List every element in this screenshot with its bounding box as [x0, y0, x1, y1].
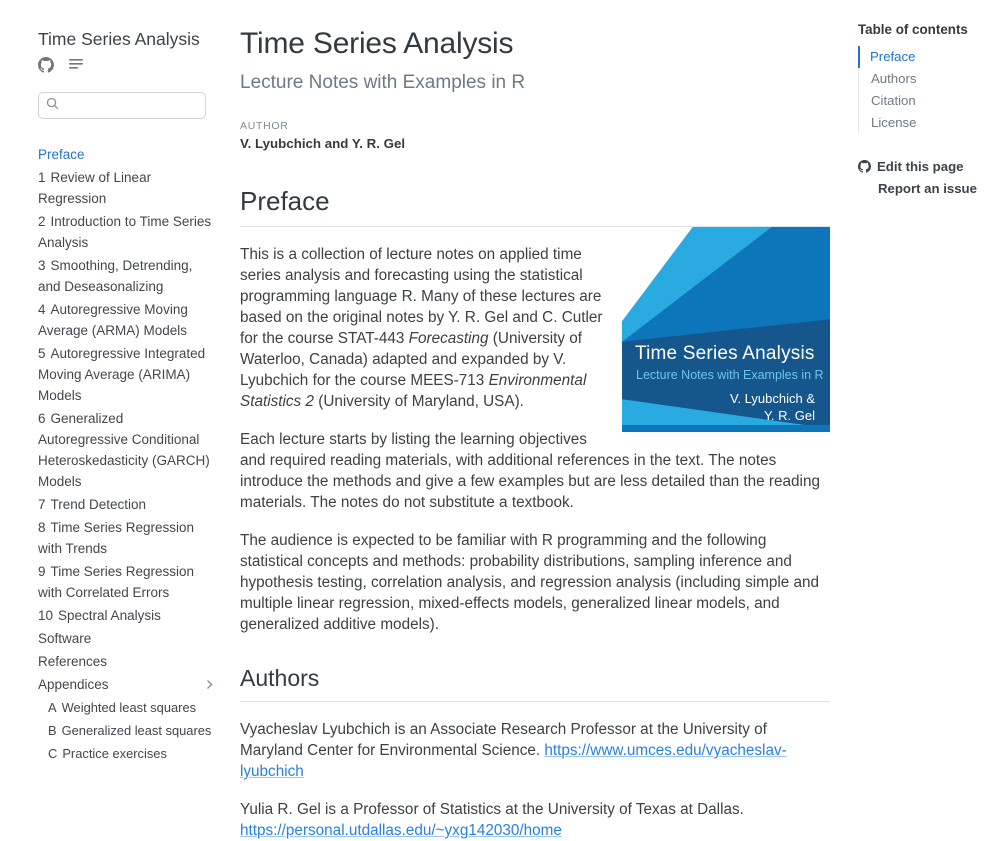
cover-title: Time Series Analysis: [635, 343, 815, 364]
github-icon: [858, 160, 871, 173]
preface-paragraph-2: [240, 429, 830, 513]
page-subtitle: Lecture Notes with Examples in R: [240, 72, 526, 93]
search-input[interactable]: [64, 97, 198, 114]
author-label: AUTHOR: [240, 120, 289, 132]
toc-item-authors[interactable]: Authors: [871, 71, 917, 86]
sidebar-item-label: 1 Review of Linear Regression: [38, 170, 152, 206]
github-icon[interactable]: [38, 57, 54, 73]
cover-subtitle: Lecture Notes with Examples in R: [636, 368, 824, 382]
italic-text: Environmental Statistics 2: [240, 372, 587, 410]
text-run: (University of Maryland, USA).: [313, 393, 524, 410]
chapter-number: B: [48, 723, 57, 738]
content-link[interactable]: https://personal.utdallas.edu/~yxg142030/home: [240, 822, 562, 839]
sidebar-item-label: 2 Introduction to Time Series Analysis: [38, 214, 212, 250]
sidebar-item-practice-exercises[interactable]: [48, 743, 212, 764]
italic-text: Forecasting: [408, 330, 489, 347]
sidebar: [0, 0, 230, 761]
sidebar-item-generalized-autoregressive-conditional-heteroskedasticity-garch-models[interactable]: [38, 408, 212, 492]
toc-item-citation[interactable]: Citation: [871, 93, 916, 108]
chapter-number: 9: [38, 564, 46, 579]
sidebar-item-label: Software: [38, 631, 92, 646]
chapter-number: 1: [38, 170, 46, 185]
text-run: The audience is expected to be familiar with R programming and the following statistical concepts and methods: probability distributions, sampling inference and hypothesis testing, correlation analysis, and regression analysis (including simple and multiple linear regression, mixed-effects models, generalized linear models, and generalized additive models).: [240, 532, 820, 633]
page-title: Time Series Analysis: [240, 27, 514, 60]
chapter-number: 10: [38, 608, 54, 623]
sidebar-item-label: 3 Smoothing, Detrending, and Deseasonalizing: [38, 258, 193, 294]
toc-sidebar: [830, 0, 1000, 747]
toc-action-label: Report an issue: [878, 181, 977, 196]
toc-action-report-an-issue[interactable]: [858, 180, 992, 197]
sidebar-item-label: A Weighted least squares: [48, 700, 197, 715]
chapter-number: 3: [38, 258, 46, 273]
sidebar-item-time-series-regression-with-trends[interactable]: [38, 517, 212, 559]
sidebar-item-autoregressive-moving-average-arma-models[interactable]: [38, 299, 212, 341]
text-run: (University of Waterloo, Canada) adapted and expanded by V. Lyubchich for the course MEES-713: [240, 330, 583, 389]
sidebar-item-review-of-linear-regression[interactable]: [38, 167, 212, 209]
cover-authors: [730, 390, 815, 424]
search-box[interactable]: [38, 92, 206, 119]
preface-heading: Preface: [240, 186, 830, 227]
sidebar-item-autoregressive-integrated-moving-average-arima-models[interactable]: [38, 343, 212, 406]
toc-item-preface[interactable]: Preface: [858, 46, 993, 68]
chapter-number: 8: [38, 520, 46, 535]
sidebar-item-appendices[interactable]: [38, 674, 212, 695]
authors-heading: Authors: [240, 665, 830, 702]
sidebar-item-introduction-to-time-series-analysis[interactable]: [38, 211, 212, 253]
toc-actions: [858, 158, 992, 197]
chapter-number: 4: [38, 302, 46, 317]
toc-list: [858, 46, 992, 134]
toc-action-edit-this-page[interactable]: [858, 158, 992, 175]
chapter-number: 6: [38, 411, 46, 426]
text-run: Vyacheslav Lyubchich is an Associate Research Professor at the University of Maryland Center for Environmental Science.: [240, 721, 767, 759]
book-cover-image: [622, 227, 830, 432]
sidebar-tools: [38, 57, 220, 73]
sidebar-item-trend-detection[interactable]: [38, 494, 212, 515]
sidebar-item-label: Appendices: [38, 677, 109, 692]
chapter-number: 5: [38, 346, 46, 361]
text-run: This is a collection of lecture notes on applied time series analysis and forecasting using the statistical programming language R. Many of these lectures are based on the original notes by Y. R. Gel and C. Cutler for the course STAT-443: [240, 246, 603, 347]
sidebar-item-references[interactable]: [38, 651, 212, 672]
author-name: V. Lyubchich and Y. R. Gel: [240, 136, 406, 151]
sidebar-item-label: 8 Time Series Regression with Trends: [38, 520, 195, 556]
sidebar-item-label: 6 Generalized Autoregressive Conditional Heteroskedasticity (GARCH) Models: [38, 411, 210, 489]
sidebar-item-label: 10 Spectral Analysis: [38, 608, 161, 623]
sidebar-item-software[interactable]: [38, 628, 212, 649]
cover-author-line-2: Y. R. Gel: [763, 408, 815, 423]
authors-paragraph-2: [240, 799, 830, 841]
sidebar-item-label: 7 Trend Detection: [38, 497, 147, 512]
toc-title: Table of contents: [858, 22, 968, 37]
text-run: Each lecture starts by listing the learning objectives and required reading materials, with additional references in the text. The notes introduce the methods and give a few examples but are less detailed than the reading materials. The notes do not substitute a textbook.: [240, 431, 820, 511]
sidebar-item-label: C Practice exercises: [48, 746, 167, 761]
sidebar-item-label: 5 Autoregressive Integrated Moving Average (ARIMA) Models: [38, 346, 206, 403]
toc-item-license[interactable]: License: [871, 115, 917, 130]
chapter-number: 2: [38, 214, 46, 229]
sidebar-item-label: References: [38, 654, 108, 669]
sidebar-item-label: 9 Time Series Regression with Correlated Errors: [38, 564, 195, 600]
search-icon: [46, 97, 59, 115]
sidebar-item-spectral-analysis[interactable]: [38, 605, 212, 626]
cover-author-line-1: V. Lyubchich &: [729, 391, 815, 406]
chapter-number: A: [48, 700, 57, 715]
book-title: Time Series Analysis: [38, 29, 200, 49]
main-content: [230, 0, 830, 839]
content-link[interactable]: https://www.umces.edu/vyacheslav-lyubchich: [240, 742, 787, 780]
sidebar-item-preface[interactable]: [38, 144, 212, 165]
chapter-number: 7: [38, 497, 46, 512]
reader-mode-icon[interactable]: [68, 58, 84, 72]
sidebar-item-time-series-regression-with-correlated-errors[interactable]: [38, 561, 212, 603]
sidebar-item-label: B Generalized least squares: [48, 723, 212, 738]
sidebar-item-smoothing-detrending-and-deseasonalizing[interactable]: [38, 255, 212, 297]
text-run: Yulia R. Gel is a Professor of Statistics at the University of Texas at Dallas.: [240, 801, 744, 818]
sidebar-item-label: Preface: [38, 147, 85, 162]
sidebar-nav: [38, 144, 220, 764]
sidebar-item-generalized-least-squares[interactable]: [48, 720, 212, 741]
toc-action-label: Edit this page: [877, 159, 964, 174]
sidebar-item-weighted-least-squares[interactable]: [48, 697, 212, 718]
chapter-number: C: [48, 746, 58, 761]
chevron-right-icon[interactable]: [205, 679, 214, 690]
preface-paragraph-3: [240, 530, 830, 635]
sidebar-item-label: 4 Autoregressive Moving Average (ARMA) Models: [38, 302, 188, 338]
authors-paragraph-1: [240, 719, 830, 782]
